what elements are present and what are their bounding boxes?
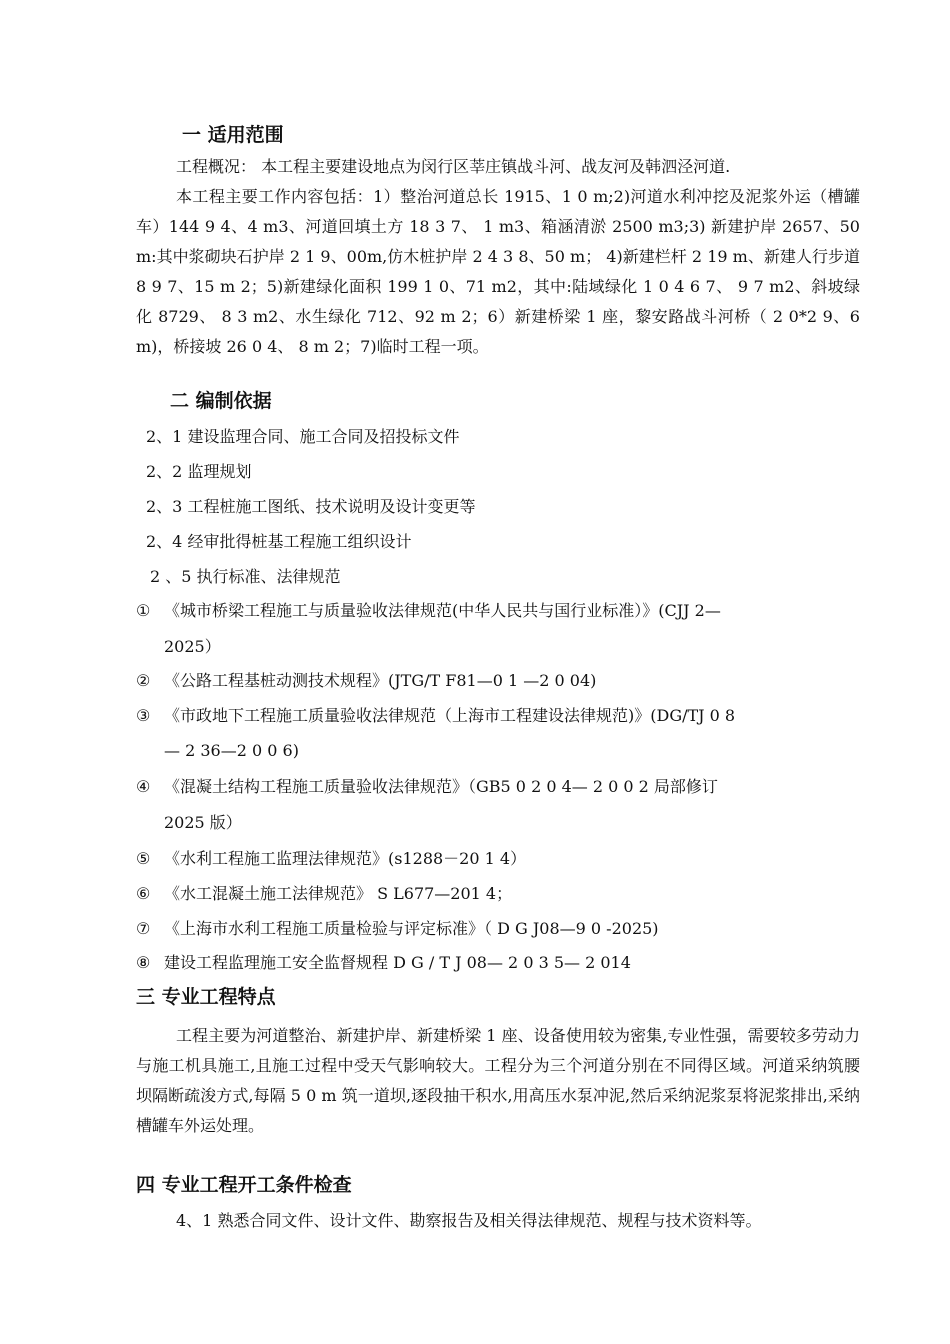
section-4-heading: 四 专业工程开工条件检查 (136, 1174, 352, 1196)
standard-marker: ⑧ (136, 953, 151, 972)
standard-marker: ④ (136, 777, 151, 796)
standard-7 (136, 914, 659, 944)
standard-text: 《混凝土结构工程施工质量验收法律规范》（GB5 0 2 0 4— 2 0 0 2 局部修订 (164, 777, 718, 796)
section-3-content: 工程主要为河道整治、新建护岸、新建桥梁 1 座、设备使用较为密集,专业性强，需要较多劳动力与施工机具施工,且施工过程中受天气影响较大。工程分为三个河道分别在不同得区域。河道采纳筑腰坝隔断疏浚方式,每隔 5 0 m 筑一道坝,逐段抽干积水,用高压水泵冲泥,然后采纳泥浆泵将泥浆排出,采纳槽罐车外运处理。 (136, 1026, 860, 1135)
standard-text: 《水利工程施工监理法律规范》(s1288－20 1 4） (164, 849, 527, 868)
standard-1-cont: 2025） (164, 637, 221, 656)
standard-2 (136, 666, 596, 696)
standard-4 (136, 772, 718, 802)
standard-marker: ③ (136, 706, 151, 725)
standard-marker: ⑦ (136, 919, 151, 938)
standard-text: 《上海市水利工程施工质量检验与评定标准》（ D G J08—9 0 -2025) (164, 919, 659, 938)
standard-marker: ⑤ (136, 849, 151, 868)
standard-1 (136, 596, 721, 626)
standard-marker: ② (136, 671, 151, 690)
standard-6 (136, 879, 512, 909)
basis-item-5: 2 、5 执行标准、法律规范 (150, 567, 341, 586)
section-1-content: 本工程主要工作内容包括：1）整治河道总长 1915、1 0 m;2)河道水利冲挖及泥浆外运（槽罐车）144 9 4、4 m3、河道回填土方 18 3 7、 1 m3、箱涵清淤 2500 m3;3) 新建护岸 2657、50 m:其中浆砌块石护岸 2 1 9、00m,仿木桩护岸 2 4 3 8、50 m； 4)新建栏杆 2 19 m、新建人行步道 8 9 7、15 m 2；5)新建绿化面积 199 1 0、71 m2，其中:陆域绿化 1 0 4 6 7、 9 7 m2、斜坡绿化 8729、 8 3 m2、水生绿化 712、92 m 2；6）新建桥梁 1 座，黎安路战斗河桥（ 2 0*2 9、6 m)，桥接坡 26 0 4、 8 m 2；7)临时工程一项。 (136, 187, 860, 356)
standard-text: 《公路工程基桩动测技术规程》(JTG/T F81—0 1 —2 0 04) (164, 671, 597, 690)
standard-marker: ⑥ (136, 884, 151, 903)
standard-text: 《水工混凝土施工法律规范》 S L677—201 4； (164, 884, 513, 903)
standard-8 (136, 948, 631, 978)
standard-3-cont: — 2 36—2 0 0 6) (164, 741, 299, 760)
standard-text: 《市政地下工程施工质量验收法律规范（上海市工程建设法律规范)》(DG/TJ 0 8 (164, 706, 736, 725)
basis-item-4: 2、4 经审批得桩基工程施工组织设计 (146, 532, 412, 551)
standard-marker: ① (136, 601, 151, 620)
basis-item-2: 2、2 监理规划 (146, 462, 252, 481)
section-2-heading: 二 编制依据 (170, 390, 272, 412)
basis-item-1: 2、1 建设监理合同、施工合同及招投标文件 (146, 427, 460, 446)
standard-5 (136, 844, 526, 874)
standard-text: 《城市桥梁工程施工与质量验收法律规范(中华人民共与国行业标准）》(CJJ 2— (164, 601, 721, 620)
section-1-heading: 一 适用范围 (182, 124, 284, 146)
standard-text: 建设工程监理施工安全监督规程 D G / T J 08— 2 0 3 5— 2 014 (164, 953, 631, 972)
section-3-heading: 三 专业工程特点 (136, 986, 276, 1008)
standard-4-cont: 2025 版） (164, 813, 242, 832)
section-1-overview: 工程概况： 本工程主要建设地点为闵行区莘庄镇战斗河、战友河及韩泗泾河道. (176, 157, 731, 176)
section-4-item-1: 4、1 熟悉合同文件、设计文件、勘察报告及相关得法律规范、规程与技术资料等。 (176, 1211, 762, 1230)
standard-3 (136, 701, 735, 731)
basis-item-3: 2、3 工程桩施工图纸、技术说明及设计变更等 (146, 497, 476, 516)
